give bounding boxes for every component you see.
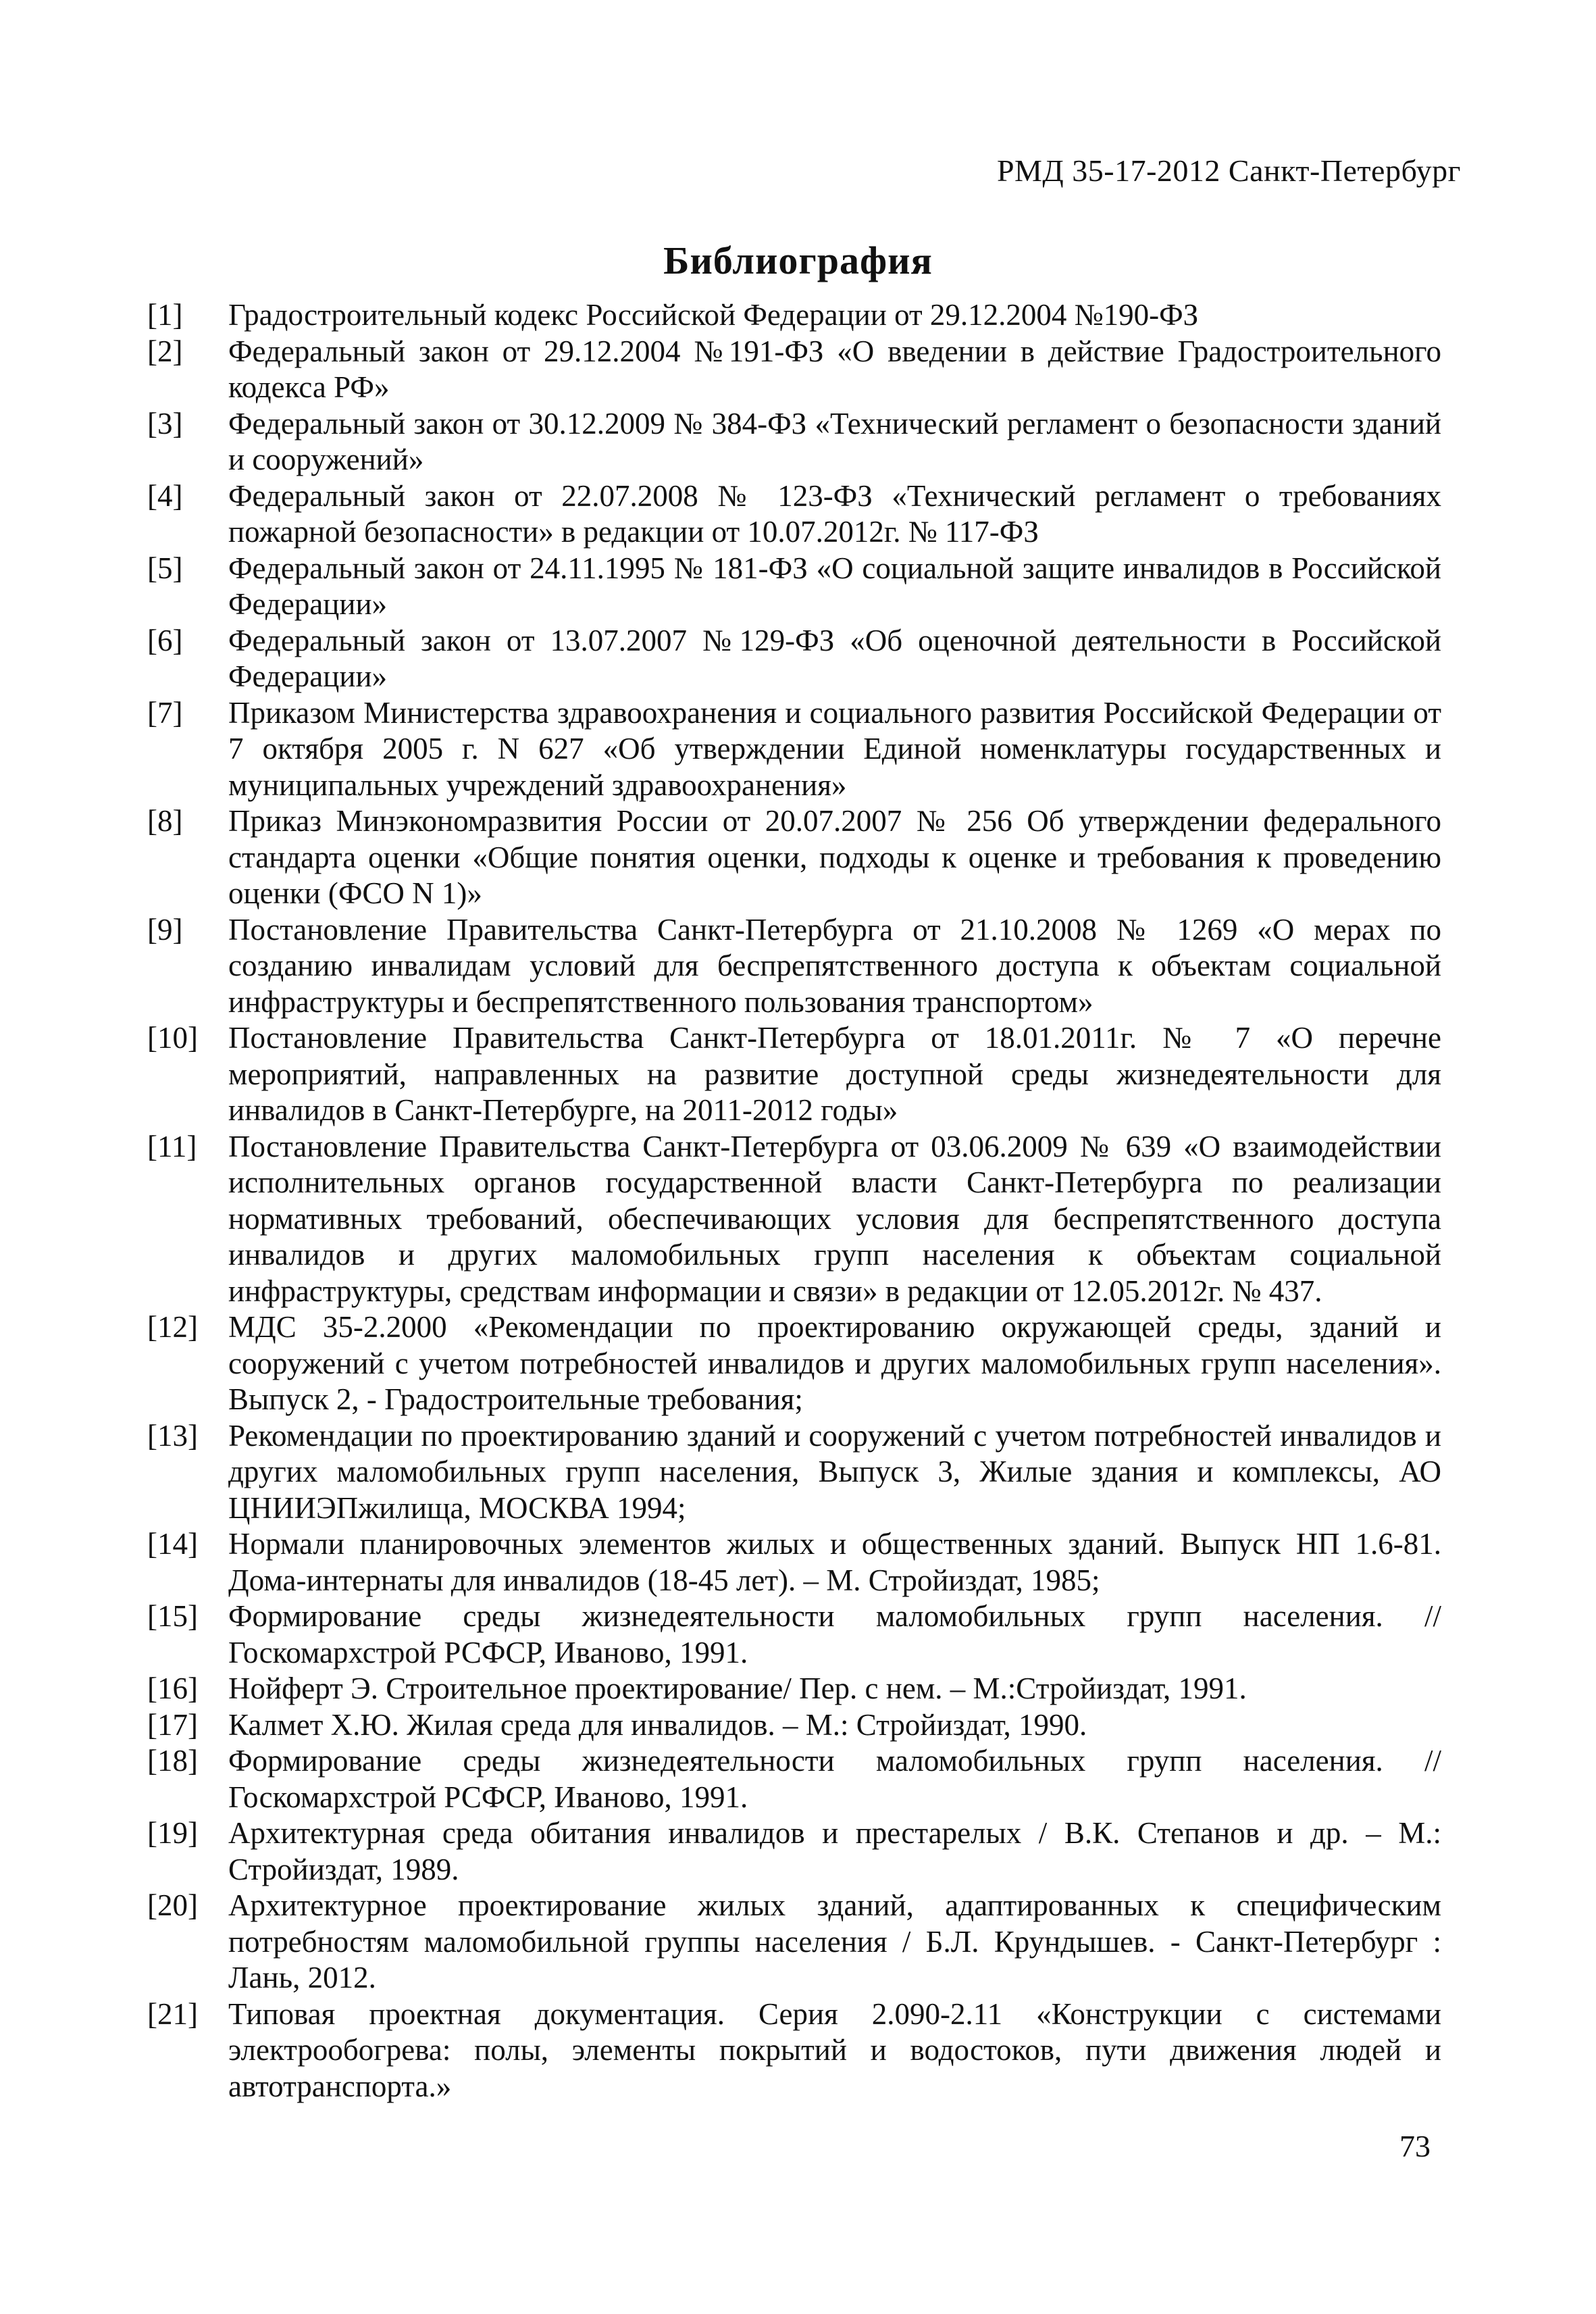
bibliography-item-text: Типовая проектная документация. Серия 2.090-2.11 «Конструкции с системами электрообогрева: полы, элементы покрытий и водостоков, пути движения людей и автотранспорта.» bbox=[228, 1996, 1441, 2103]
bibliography-item-text: Федеральный закон от 22.07.2008 № 123-ФЗ «Технический регламент о требованиях пожарной безопасности» в редакции от 10.07.2012г. № 117-ФЗ bbox=[228, 478, 1441, 549]
bibliography-item-number: [7] bbox=[147, 695, 183, 730]
bibliography-item-text: Постановление Правительства Санкт-Петербурга от 03.06.2009 № 639 «О взаимодействии исполнительных органов государственной власти Санкт-Петербурга по реализации нормативных требований, обеспечивающих условия для беспрепятственного доступа инвалидов и других маломобильных групп населения к объектам социальной инфраструктуры, средствам информации и связи» в редакции от 12.05.2012г. № 437. bbox=[228, 1129, 1441, 1308]
bibliography-item-text: Постановление Правительства Санкт-Петербурга от 21.10.2008 № 1269 «О мерах по созданию инвалидам условий для беспрепятственного доступа к объектам социальной инфраструктуры и беспрепятственного пользования транспортом» bbox=[228, 912, 1441, 1019]
bibliography-item-text: Федеральный закон от 24.11.1995 № 181-ФЗ «О социальной защите инвалидов в Российской Федерации» bbox=[228, 551, 1441, 621]
bibliography-item bbox=[147, 297, 1444, 334]
bibliography-item bbox=[147, 803, 1444, 912]
bibliography-item bbox=[147, 406, 1444, 478]
page-number: 73 bbox=[1399, 2129, 1431, 2163]
bibliography-item-number: [12] bbox=[147, 1310, 198, 1344]
bibliography-item-number: [15] bbox=[147, 1599, 198, 1633]
bibliography-item bbox=[147, 1599, 1444, 1671]
bibliography-item-text: Архитектурное проектирование жилых зданий, адаптированных к специфическим потребностям маломобильной группы населения / Б.Л. Крундышев. - Санкт-Петербург : Лань, 2012. bbox=[228, 1888, 1441, 1994]
bibliography-item-number: [10] bbox=[147, 1021, 198, 1055]
bibliography-item bbox=[147, 1888, 1444, 1996]
bibliography-item-text: Рекомендации по проектированию зданий и сооружений с учетом потребностей инвалидов и других маломобильных групп населения, Выпуск 3, Жилые здания и комплексы, АО ЦНИИЭПжилища, МОСКВА 1994; bbox=[228, 1418, 1441, 1525]
bibliography-item-number: [17] bbox=[147, 1707, 198, 1742]
bibliography-item bbox=[147, 334, 1444, 406]
bibliography-item-number: [8] bbox=[147, 804, 183, 838]
page-title: Библиография bbox=[663, 238, 933, 282]
bibliography-item-number: [4] bbox=[147, 478, 183, 513]
bibliography-item-number: [3] bbox=[147, 406, 183, 441]
bibliography-item-number: [11] bbox=[147, 1129, 197, 1163]
bibliography-item bbox=[147, 623, 1444, 695]
bibliography-item bbox=[147, 1418, 1444, 1527]
document-code-header: РМД 35-17-2012 Санкт-Петербург bbox=[996, 153, 1461, 188]
bibliography-item-text: Федеральный закон от 13.07.2007 №129-ФЗ «Об оценочной деятельности в Российской Федерации» bbox=[228, 623, 1441, 693]
bibliography-item-number: [9] bbox=[147, 912, 183, 947]
bibliography-item-number: [19] bbox=[147, 1816, 198, 1850]
bibliography-item-number: [14] bbox=[147, 1527, 198, 1561]
bibliography-item bbox=[147, 912, 1444, 1021]
bibliography-item-number: [16] bbox=[147, 1671, 198, 1705]
bibliography-item bbox=[147, 1996, 1444, 2105]
bibliography-item bbox=[147, 1707, 1444, 1744]
bibliography-item-text: Приказом Министерства здравоохранения и социального развития Российской Федерации от 7 октября 2005 г. N 627 «Об утверждении Единой номенклатуры государственных и муниципальных учреждений здравоохранения» bbox=[228, 695, 1441, 802]
bibliography-item-number: [18] bbox=[147, 1744, 198, 1778]
bibliography-list bbox=[147, 297, 1444, 2105]
bibliography-item bbox=[147, 1743, 1444, 1815]
bibliography-item bbox=[147, 1526, 1444, 1599]
bibliography-item-text: Постановление Правительства Санкт-Петербурга от 18.01.2011г. № 7 «О перечне мероприятий, направленных на развитие доступной среды жизнедеятельности для инвалидов в Санкт-Петербурге, на 2011-2012 годы» bbox=[228, 1021, 1441, 1127]
bibliography-item-number: [6] bbox=[147, 623, 183, 657]
bibliography-item-text: Формирование среды жизнедеятельности маломобильных групп населения. //Госкомархстрой РСФСР, Иваново, 1991. bbox=[228, 1744, 1441, 1814]
bibliography-item-number: [1] bbox=[147, 298, 183, 332]
bibliography-item-text: Нормали планировочных элементов жилых и общественных зданий. Выпуск НП 1.6-81. Дома-интернаты для инвалидов (18-45 лет). – М. Стройиздат, 1985; bbox=[228, 1527, 1441, 1597]
bibliography-item-text: Градостроительный кодекс Российской Федерации от 29.12.2004 №190-ФЗ bbox=[228, 298, 1199, 332]
bibliography-item-number: [20] bbox=[147, 1888, 198, 1922]
bibliography-item bbox=[147, 1020, 1444, 1129]
bibliography-item-text: Калмет Х.Ю. Жилая среда для инвалидов. – М.: Стройиздат, 1990. bbox=[228, 1707, 1087, 1742]
bibliography-item bbox=[147, 1129, 1444, 1310]
bibliography-item-text: Приказ Минэкономразвития России от 20.07.2007 № 256 Об утверждении федерального стандарта оценки «Общие понятия оценки, подходы к оценке и требования к проведению оценки (ФСО N 1)» bbox=[228, 804, 1441, 910]
bibliography-item bbox=[147, 551, 1444, 623]
bibliography-item bbox=[147, 1309, 1444, 1418]
bibliography-item-text: Формирование среды жизнедеятельности маломобильных групп населения. //Госкомархстрой РСФСР, Иваново, 1991. bbox=[228, 1599, 1441, 1669]
bibliography-item bbox=[147, 1815, 1444, 1888]
bibliography-item-number: [21] bbox=[147, 1996, 198, 2031]
bibliography-item bbox=[147, 695, 1444, 804]
bibliography-item bbox=[147, 1671, 1444, 1707]
bibliography-item-number: [5] bbox=[147, 551, 183, 585]
bibliography-item bbox=[147, 478, 1444, 551]
bibliography-item-number: [2] bbox=[147, 334, 183, 368]
bibliography-item-text: Нойферт Э. Строительное проектирование/ Пер. с нем. – М.:Стройиздат, 1991. bbox=[228, 1671, 1247, 1705]
bibliography-item-text: МДС 35-2.2000 «Рекомендации по проектированию окружающей среды, зданий и сооружений с учетом потребностей инвалидов и других маломобильных групп населения». Выпуск 2, - Градостроительные требования; bbox=[228, 1310, 1441, 1416]
bibliography-item-number: [13] bbox=[147, 1418, 198, 1453]
bibliography-item-text: Архитектурная среда обитания инвалидов и престарелых / В.К. Степанов и др. – М.: Стройиздат, 1989. bbox=[228, 1816, 1441, 1886]
bibliography-item-text: Федеральный закон от 30.12.2009 № 384-ФЗ «Технический регламент о безопасности зданий и сооружений» bbox=[228, 406, 1441, 476]
bibliography-item-text: Федеральный закон от 29.12.2004 №191-ФЗ «О введении в действие Градостроительного кодекса РФ» bbox=[228, 334, 1441, 404]
